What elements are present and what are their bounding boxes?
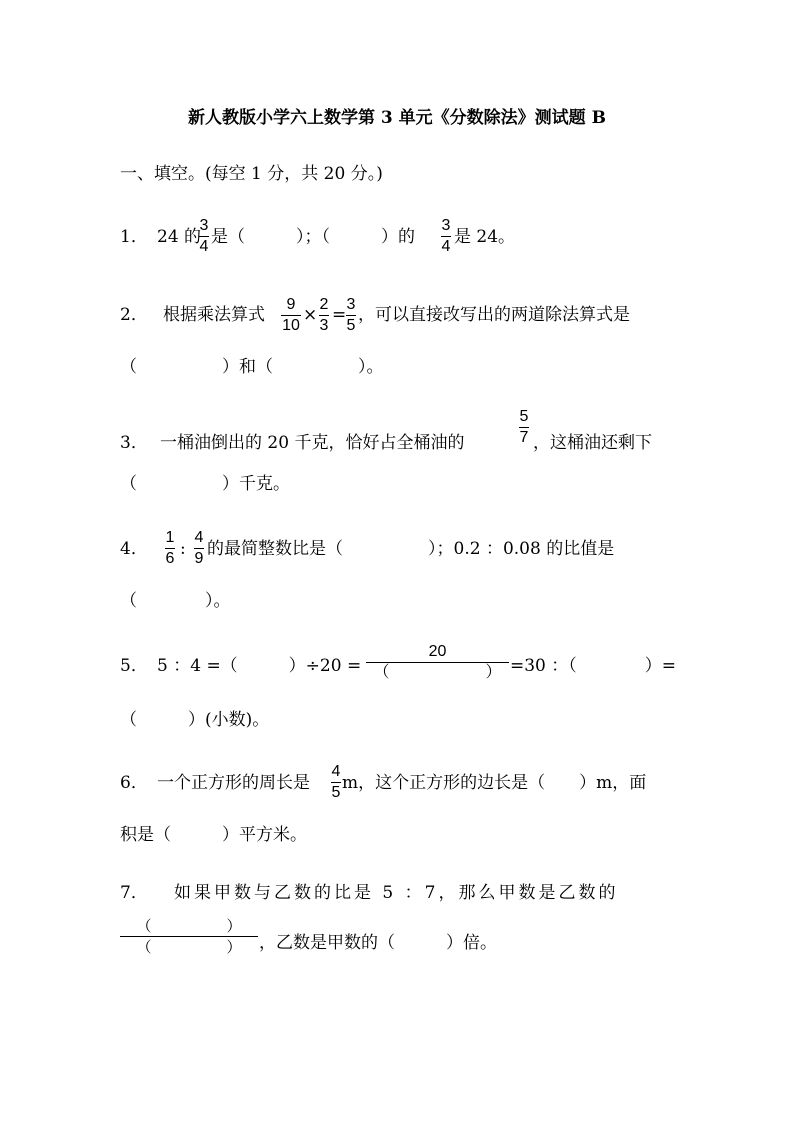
times-sign: ×: [303, 305, 318, 325]
question-number: 3．: [120, 433, 148, 453]
answer-blanks: （ ）和（ ）。: [120, 357, 384, 377]
equals-sign: =: [332, 305, 347, 325]
fraction-nine-tenths: 9 10: [282, 296, 300, 334]
fraction-three-quarters: 3 4: [199, 217, 209, 255]
answer-blanks: （ ）千克。: [120, 474, 290, 494]
question-number: 5．: [120, 656, 148, 676]
answer-blanks: （ ）(小数)。: [120, 710, 270, 730]
question-text: 一桶油倒出的 20 千克，恰好占全桶油的: [160, 433, 465, 453]
ratio-colon: :: [180, 539, 186, 559]
fraction-one-sixth: 1 6: [165, 529, 175, 567]
section-heading: 一、填空。(每空 1 分，共 20 分。): [120, 164, 383, 184]
question-text: 的最简整数比是（ ）；0.2 ：0.08 的比值是: [207, 539, 615, 559]
question-text: 是 24。: [454, 227, 516, 247]
fraction-three-fifths: 3 5: [346, 296, 356, 334]
question-number: 7．: [120, 883, 148, 903]
fraction-three-quarters: 3 4: [441, 217, 451, 255]
question-number: 4．: [120, 539, 148, 559]
fraction-twenty-over-blank: 20 （ ）: [366, 643, 509, 682]
question-text: m，这个正方形的边长是（ ）m，面: [342, 773, 647, 793]
answer-blanks: （ ）。: [120, 591, 231, 611]
question-text: 根据乘法算式: [163, 305, 265, 325]
question-number: 1．: [120, 227, 148, 247]
answer-blanks: 积是（ ）平方米。: [120, 825, 307, 845]
question-text: 5 ：4 =（ ）÷20 =: [157, 656, 362, 676]
fraction-four-fifths: 4 5: [331, 763, 341, 801]
question-text: 一个正方形的周长是: [157, 773, 310, 793]
question-text: ，这桶油还剩下: [533, 433, 652, 453]
question-text: 如果甲数与乙数的比是 5 ：7，那么甲数是乙数的: [174, 883, 619, 903]
fraction-four-ninths: 4 9: [194, 529, 204, 567]
fraction-blank-over-blank: （ ） （ ）: [120, 917, 258, 956]
question-text: =30 ：（ ）=: [510, 656, 677, 676]
page-title: 新人教版小学六上数学第 3 单元《分数除法》测试题 B: [188, 108, 606, 128]
question-text: ，乙数是甲数的（ ）倍。: [259, 933, 497, 953]
question-text: 24 的: [157, 227, 202, 247]
question-number: 6．: [120, 773, 148, 793]
question-number: 2．: [120, 305, 148, 325]
fraction-two-thirds: 2 3: [319, 296, 329, 334]
question-text: ，可以直接改写出的两道除法算式是: [358, 305, 630, 325]
fraction-five-sevenths: 5 7: [519, 408, 529, 446]
question-text: 是（ ）；（ ）的: [211, 227, 415, 247]
